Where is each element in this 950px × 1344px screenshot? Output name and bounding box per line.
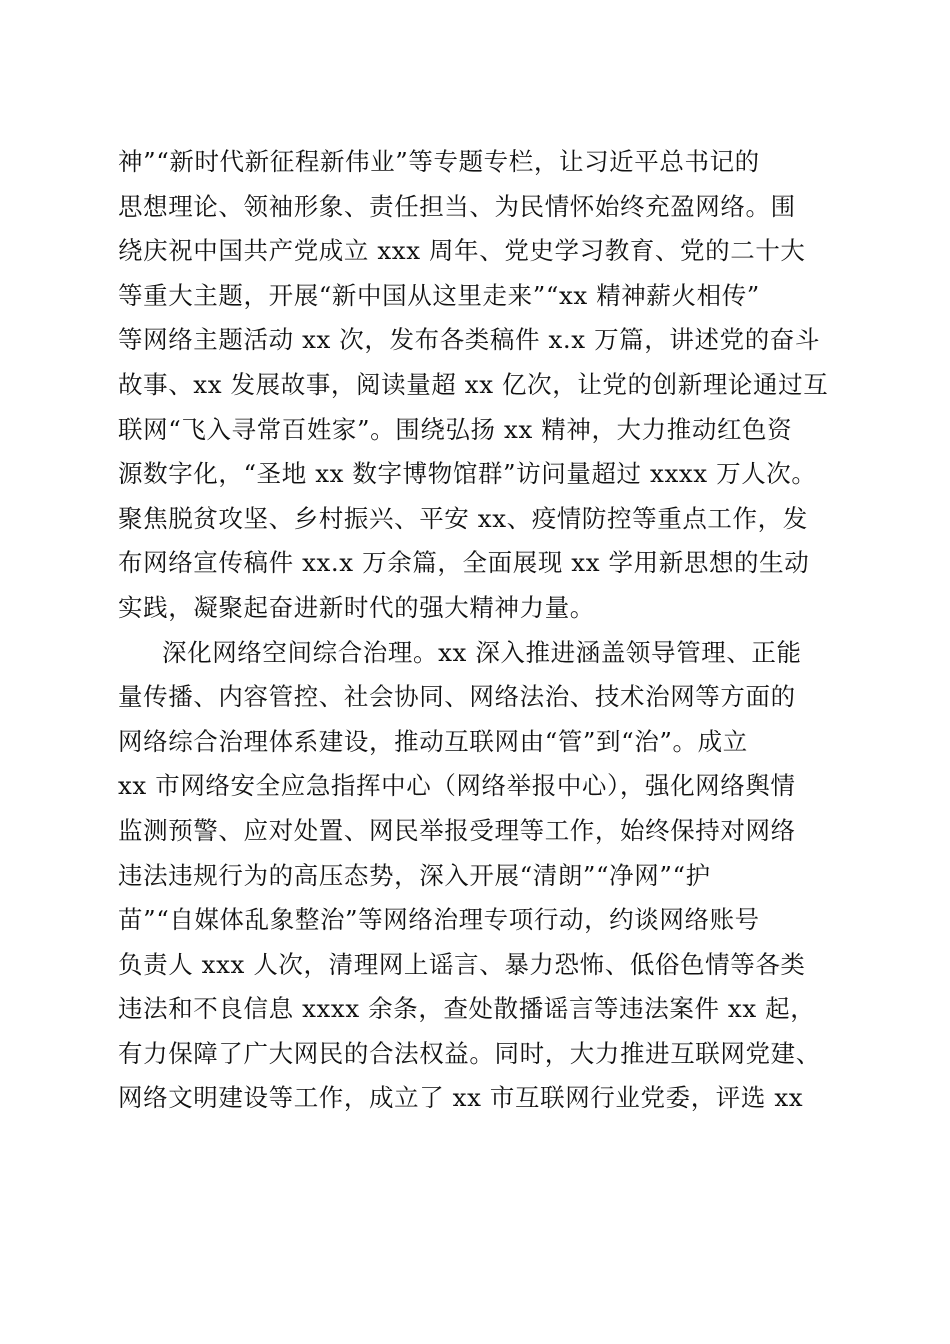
text-line: 布网络宣传稿件 xx.x 万余篇，全面展现 xx 学用新思想的生动 — [118, 548, 810, 578]
text-line: 网络文明建设等工作，成立了 xx 市互联网行业党委，评选 xx — [118, 1083, 804, 1113]
text-line: 神”“新时代新征程新伟业”等专题专栏，让习近平总书记的 — [118, 147, 760, 176]
text-line: 等网络主题活动 xx 次，发布各类稿件 x.x 万篇，讲述党的奋斗 — [118, 325, 821, 355]
text-line: 联网“飞入寻常百姓家”。围绕弘扬 xx 精神，大力推动红色资 — [118, 414, 793, 444]
text-line: 聚焦脱贫攻坚、乡村振兴、平安 xx、疫情防控等重点工作，发 — [118, 503, 808, 533]
text-line: 思想理论、领袖形象、责任担当、为民情怀始终充盈网络。围 — [118, 191, 796, 221]
text-line: 等重大主题，开展“新中国从这里走来”“xx 精神薪火相传” — [118, 280, 760, 310]
text-line: 绕庆祝中国共产党成立 xxx 周年、党史学习教育、党的二十大 — [118, 236, 806, 266]
text-line: 苗”“自媒体乱象整治”等网络治理专项行动，约谈网络账号 — [118, 905, 760, 935]
text-line: 故事、xx 发展故事，阅读量超 xx 亿次，让党的创新理论通过互 — [118, 369, 829, 399]
text-line: 违法违规行为的高压态势，深入开展“清朗”“净网”“护 — [118, 860, 711, 890]
text-line: 有力保障了广大网民的合法权益。同时，大力推进互联网党建、 — [118, 1038, 821, 1068]
body-text — [118, 140, 838, 1121]
text-line: 网络综合治理体系建设，推动互联网由“管”到“治”。成立 — [118, 726, 748, 756]
paragraph-start-line: 深化网络空间综合治理。xx 深入推进涵盖领导管理、正能 — [162, 637, 802, 667]
text-line: 实践，凝聚起奋进新时代的强大精神力量。 — [118, 592, 595, 622]
text-line: 源数字化，“圣地 xx 数字博物馆群”访问量超过 xxxx 万人次。 — [118, 459, 817, 489]
text-line: 违法和不良信息 xxxx 余条，查处散播谣言等违法案件 xx 起， — [118, 994, 816, 1024]
text-line: 量传播、内容管控、社会协同、网络法治、技术治网等方面的 — [118, 682, 796, 712]
text-line: 负责人 xxx 人次，清理网上谣言、暴力恐怖、低俗色情等各类 — [118, 949, 806, 979]
text-line: xx 市网络安全应急指挥中心（网络举报中心），强化网络舆情 — [118, 771, 796, 801]
text-line: 监测预警、应对处置、网民举报受理等工作，始终保持对网络 — [118, 815, 796, 845]
